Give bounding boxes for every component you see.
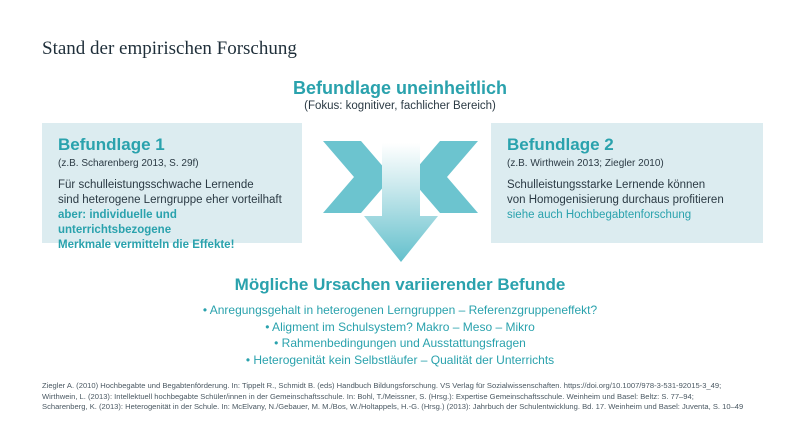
headline-title: Befundlage uneinheitlich — [292, 78, 507, 98]
references — [42, 381, 782, 413]
causes-title: Mögliche Ursachen variierender Befunde — [234, 275, 566, 294]
finding-box-2 — [491, 123, 763, 243]
arrow-down-icon — [364, 143, 438, 262]
finding-1-title: Befundlage 1 — [58, 135, 165, 154]
finding-1-accent-2: Merkmale vermitteln die Effekte! — [58, 239, 235, 251]
finding-1-line-2: sind heterogene Lerngruppe eher vorteilhaft — [58, 194, 282, 206]
finding-2-title: Befundlage 2 — [507, 135, 614, 154]
reference-item: Wirthwein, L. (2013): Intellektuell hochbegabte Schüler/innen in der Gemeinschaftsschule. In: Bohl, T./Meissner, S. (Hrsg.): Expertise Gemeinschaftsschule. Weinheim und Basel: Beltz: S. 77–94; — [42, 391, 694, 401]
arrow-right-icon — [323, 141, 392, 213]
reference-item: Scharenberg, K. (2013): Heterogenität in der Schule. In: McElvany, N./Gebauer, M. M./Bos, W./Holtappels, H.-G. (Hrsg.) (2013): Jahrbuch der Schulentwicklung. Bd. 17. Weinheim und Basel: Juventa, S. 10–49 — [42, 402, 744, 411]
finding-box-1 — [42, 123, 302, 251]
finding-1-accent-1: aber: individuelle und unterrichtsbezogene — [58, 209, 177, 236]
page-title: Stand der empirischen Forschung — [42, 38, 297, 59]
list-item: • Aligment im Schulsystem? Makro – Meso – Mikro — [265, 319, 535, 334]
finding-1-reference: (z.B. Scharenberg 2013, S. 29f) — [58, 158, 199, 169]
finding-1-line-1: Für schulleistungsschwache Lernende — [58, 179, 254, 191]
arrow-left-icon — [409, 141, 478, 213]
finding-2-accent-1: siehe auch Hochbegabtenforschung — [507, 209, 692, 221]
list-item: • Anregungsgehalt in heterogenen Lerngruppen – Referenzgruppeneffekt? — [202, 303, 598, 317]
causes-list — [0, 302, 800, 368]
list-item: • Rahmenbedingungen und Ausstattungsfragen — [274, 336, 526, 350]
finding-2-text — [507, 178, 747, 208]
reference-item: Ziegler A. (2010) Hochbegabte und Begabtenförderung. In: Tippelt R., Schmidt B. (eds) Handbuch Bildungsforschung. VS Verlag für Sozialwissenschaften. https://doi.org/10.1007/978-3-531-92015-3_49; — [42, 381, 722, 390]
finding-1-text — [58, 178, 286, 208]
headline-subtitle: (Fokus: kognitiver, fachlicher Bereich) — [304, 100, 496, 112]
finding-2-line-1: Schulleistungsstarke Lernende können — [507, 179, 706, 191]
finding-2-line-2: von Homogenisierung durchaus profitieren — [507, 194, 724, 206]
finding-2-reference: (z.B. Wirthwein 2013; Ziegler 2010) — [507, 158, 664, 169]
list-item: • Heterogenität kein Selbstläufer – Qualität der Unterrichts — [245, 352, 555, 367]
